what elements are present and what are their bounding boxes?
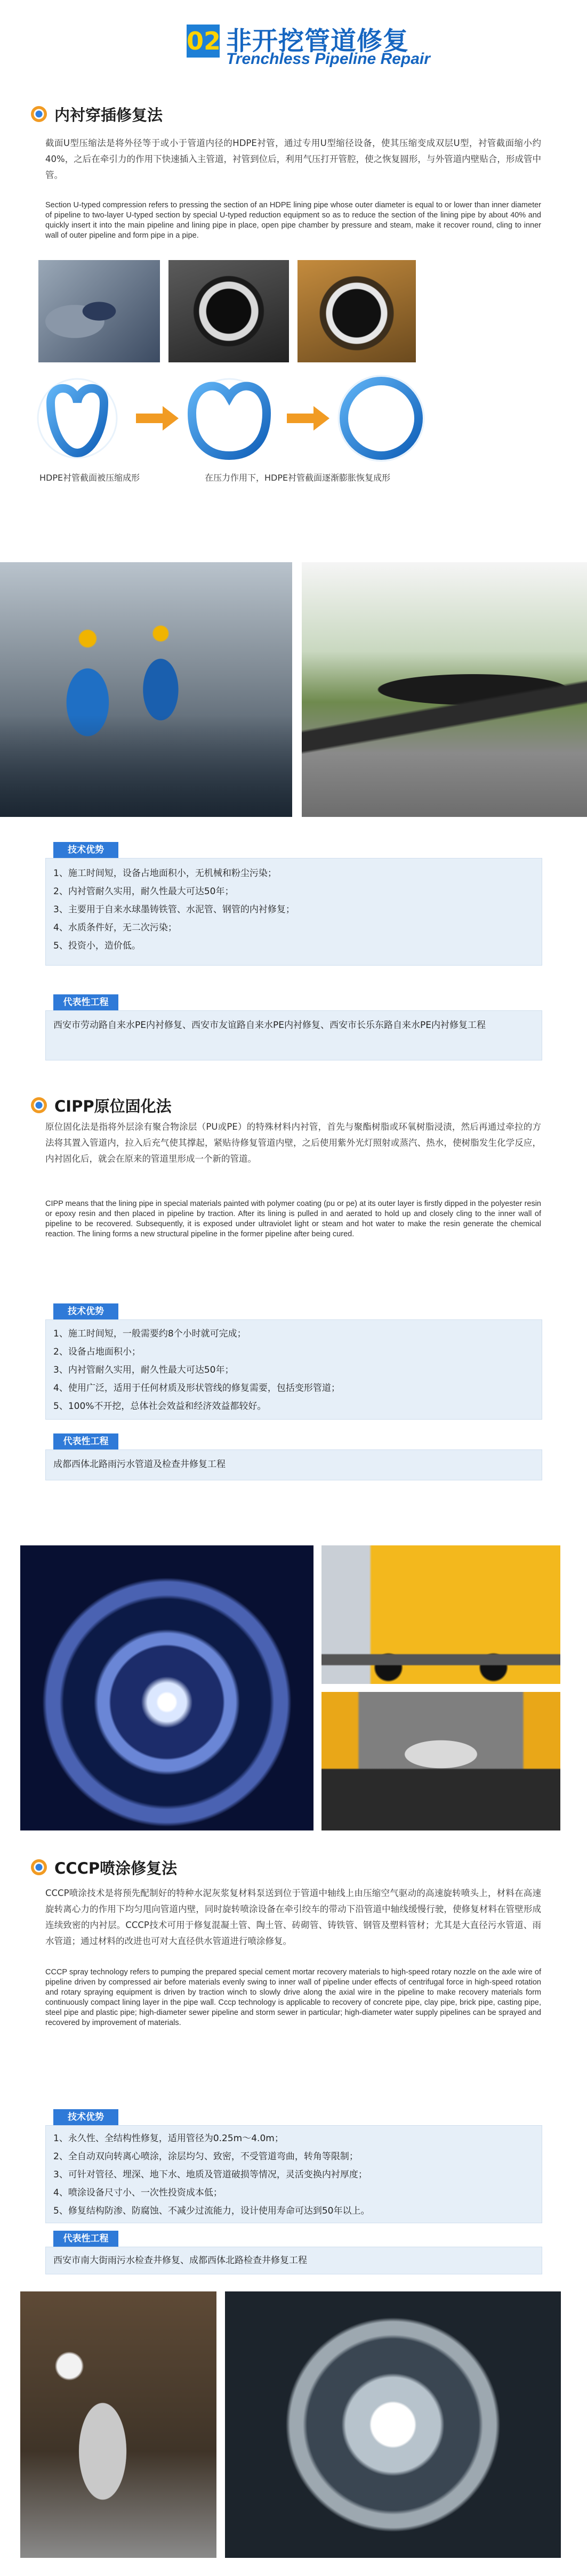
section2-advantages-tag: 技术优势 <box>53 1303 118 1319</box>
page-header <box>0 0 587 80</box>
section3-title <box>31 1856 177 1879</box>
section3-projects-text: 西安市南大街雨污水检查井修复、成都西体北路检查井修复工程 <box>53 2255 307 2266</box>
target-circle-icon <box>31 106 47 122</box>
u-shape-stage-1 <box>38 379 117 458</box>
section1-projects-tag: 代表性工程 <box>53 994 118 1010</box>
section2-title <box>31 1093 172 1117</box>
stage-label-1: HDPE衬管截面被压缩成形 <box>39 473 140 483</box>
page-title: 非开挖管道修复 <box>226 26 409 56</box>
page-subtitle: Trenchless Pipeline Repair <box>226 50 430 68</box>
list-item: 5、投资小，造价低。 <box>53 941 141 951</box>
photo-workers-pipe-insertion <box>0 562 292 817</box>
list-item: 3、主要用于自来水球墨铸铁管、水泥管、钢管的内衬修复； <box>53 904 295 915</box>
section1-title-text: 内衬穿插修复法 <box>54 106 163 124</box>
section3-description-en: CCCP spray technology refers to pumping the prepared special cement mortar recovery materials to high-speed rotary nozzle on the axle wire of pipeline driven by compressed air before materials evenly swing to inner wall of pipeline under effects of centrifugal force in high-speed rotation and rotary spraying equipment is driven by traction winch to slowly drive along the axial wire in the pipeline to make recovery materials form continuously compact lining layer in the pipe wall. Cccp technology is applicable to recovery of concrete pipe, clay pipe, brick pipe, casting pipe, steel pipe and plastic pipe; high-diameter sewer pipeline and storm sewer in particular; high-diameter water supply pipelines can be sprayed and recovered by improvement of materials. <box>45 1968 541 2027</box>
section1-description-cn: 截面U型压缩法是将外径等于或小于管道内径的HDPE衬管，通过专用U型缩径设备，使其压缩变成双层U型，衬管截面缩小约40%，之后在牵引力的作用下快速插入主管道，衬管到位后，利用气压打开管腔，使之恢复圆形，与外管道内壁贴合，形成管中管。 <box>45 138 541 180</box>
list-item: 4、喷涂设备尺寸小、一次性投资成本低； <box>53 2188 222 2198</box>
photo-pipe-end <box>168 260 289 362</box>
photo-pipe-ring <box>297 260 416 362</box>
list-item: 2、内衬管耐久实用，耐久性最大可达50年； <box>53 886 234 897</box>
section3-advantages-tag: 技术优势 <box>53 2109 118 2125</box>
photo-u-compressed-liner <box>38 260 160 362</box>
list-item: 2、全自动双向转离心喷涂，涂层均匀、致密，不受管道弯曲，转角等限制； <box>53 2151 358 2162</box>
section2-description-en: CIPP means that the lining pipe in special materials painted with polymer coating (pu or pe) at its outer layer is firstly dipped in the polyester resin or epoxy resin and then placed in pipeline by traction. After its lining is pulled in and aerated to hold up and closely cling to the inner wall of pipeline to be recovered. Subsequently, it is exposed under ultraviolet light or steam and hot water to make the resin generate the chemical reaction. The lining forms a new structural pipeline in the former pipeline after being cured. <box>45 1200 541 1238</box>
list-item: 5、100%不开挖，总体社会效益和经济效益都较好。 <box>53 1401 267 1412</box>
photo-repair-truck <box>321 1545 560 1684</box>
arrow-right-icon <box>287 406 329 431</box>
list-item: 3、内衬管耐久实用，耐久性最大可达50年； <box>53 1365 234 1375</box>
list-item: 4、使用广泛，适用于任何材质及形状管线的修复需要，包括变形管道； <box>53 1383 340 1394</box>
list-item: 1、施工时间短，一般需要约8个小时就可完成； <box>53 1328 246 1339</box>
section1-advantages-list <box>53 864 533 955</box>
arrow-right-icon <box>136 406 179 431</box>
section2-projects-text: 成都西体北路雨污水管道及检查井修复工程 <box>53 1459 226 1470</box>
section1-advantages-tag: 技术优势 <box>53 842 118 858</box>
section1-projects-text: 西安市劳动路自来水PE内衬修复、西安市友谊路自来水PE内衬修复、西安市长乐东路自来水PE内衬修复工程 <box>53 1020 486 1031</box>
photo-cipp-tunnel <box>20 1545 313 1830</box>
photo-truck-interior <box>321 1692 560 1830</box>
section2-projects-tag: 代表性工程 <box>53 1433 118 1449</box>
photo-roadside-pipe <box>302 562 587 817</box>
section3-description-cn: CCCP喷涂技术是将预先配制好的特种水泥灰浆复材料泵送到位于管道中轴线上由压缩空气驱动的高速旋转喷头上，材料在高速旋转离心力的作用下均匀甩向管道内壁，同时旋转喷涂设备在牵引绞车的带动下沿管道中轴线缓慢行驶，使修复材料在管壁形成连续致密的内衬层。CCCP技术可用于修复混凝土管、陶土管、砖砌管、铸铁管、钢管及塑料管材；尤其是大直径污水管道、雨水管道；通过材料的改进也可对大直径供水管道进行喷涂修复。 <box>45 1888 541 1946</box>
target-circle-icon <box>31 1859 47 1875</box>
list-item: 5、修复结构防渗、防腐蚀、不减少过流能力，设计使用寿命可达到50年以上。 <box>53 2206 370 2216</box>
list-item: 2、设备占地面积小； <box>53 1347 141 1357</box>
section2-title-text: CIPP原位固化法 <box>54 1097 172 1115</box>
section1-description-en: Section U-typed compression refers to pressing the section of an HDPE lining pipe whose outer diameter is equal to or lower than inner diameter of pipeline to two-layer U-typed section by special U-typed reduction equipment so as to reduce the section of the lining pipe by about 40% and quickly insert it into the main pipeline and lining pipe in place, open pipe chamber by pressure and steam, make it recover round, cling to inner wall of outer pipeline and form pipe in a pipe. <box>45 201 541 240</box>
list-item: 1、永久性、全结构性修复，适用管径为0.25m～4.0m； <box>53 2133 284 2144</box>
section2-description-cn: 原位固化法是指将外层涂有聚合物涂层（PU或PE）的特殊材料内衬管，首先与聚酯树脂或环氧树脂浸渍，然后再通过牵拉的方法将其置入管道内，拉入后充气使其撑起，紧贴待修复管道内壁，之后使用紫外光灯照射或蒸汽、热水，使树脂发生化学反应，内衬固化后，就会在原来的管道里形成一个新的管道。 <box>45 1122 541 1164</box>
photo-worker-spraying <box>20 2291 216 2558</box>
section3-title-text: CCCP喷涂修复法 <box>54 1859 178 1877</box>
section2-advantages-list <box>53 1325 533 1415</box>
section1-title <box>31 102 163 126</box>
round-stage-3 <box>339 376 424 461</box>
section3-advantages-list <box>53 2129 533 2220</box>
section-number-badge: 02 <box>187 25 220 58</box>
list-item: 3、可针对管径、埋深、地下水、地质及管道破损等情况，灵活变换内衬厚度； <box>53 2169 367 2180</box>
target-circle-icon <box>31 1097 47 1113</box>
stage-label-2: 在压力作用下，HDPE衬管截面逐渐膨胀恢复成形 <box>205 473 391 483</box>
list-item: 1、施工时间短，设备占地面积小，无机械和粉尘污染； <box>53 868 277 879</box>
photo-manhole-shaft <box>225 2291 561 2558</box>
section3-projects-tag: 代表性工程 <box>53 2231 118 2247</box>
list-item: 4、水质条件好，无二次污染； <box>53 922 177 933</box>
u-shape-stage-2 <box>190 379 269 458</box>
liner-stage-diagram <box>32 373 427 464</box>
header-inner <box>187 20 430 68</box>
